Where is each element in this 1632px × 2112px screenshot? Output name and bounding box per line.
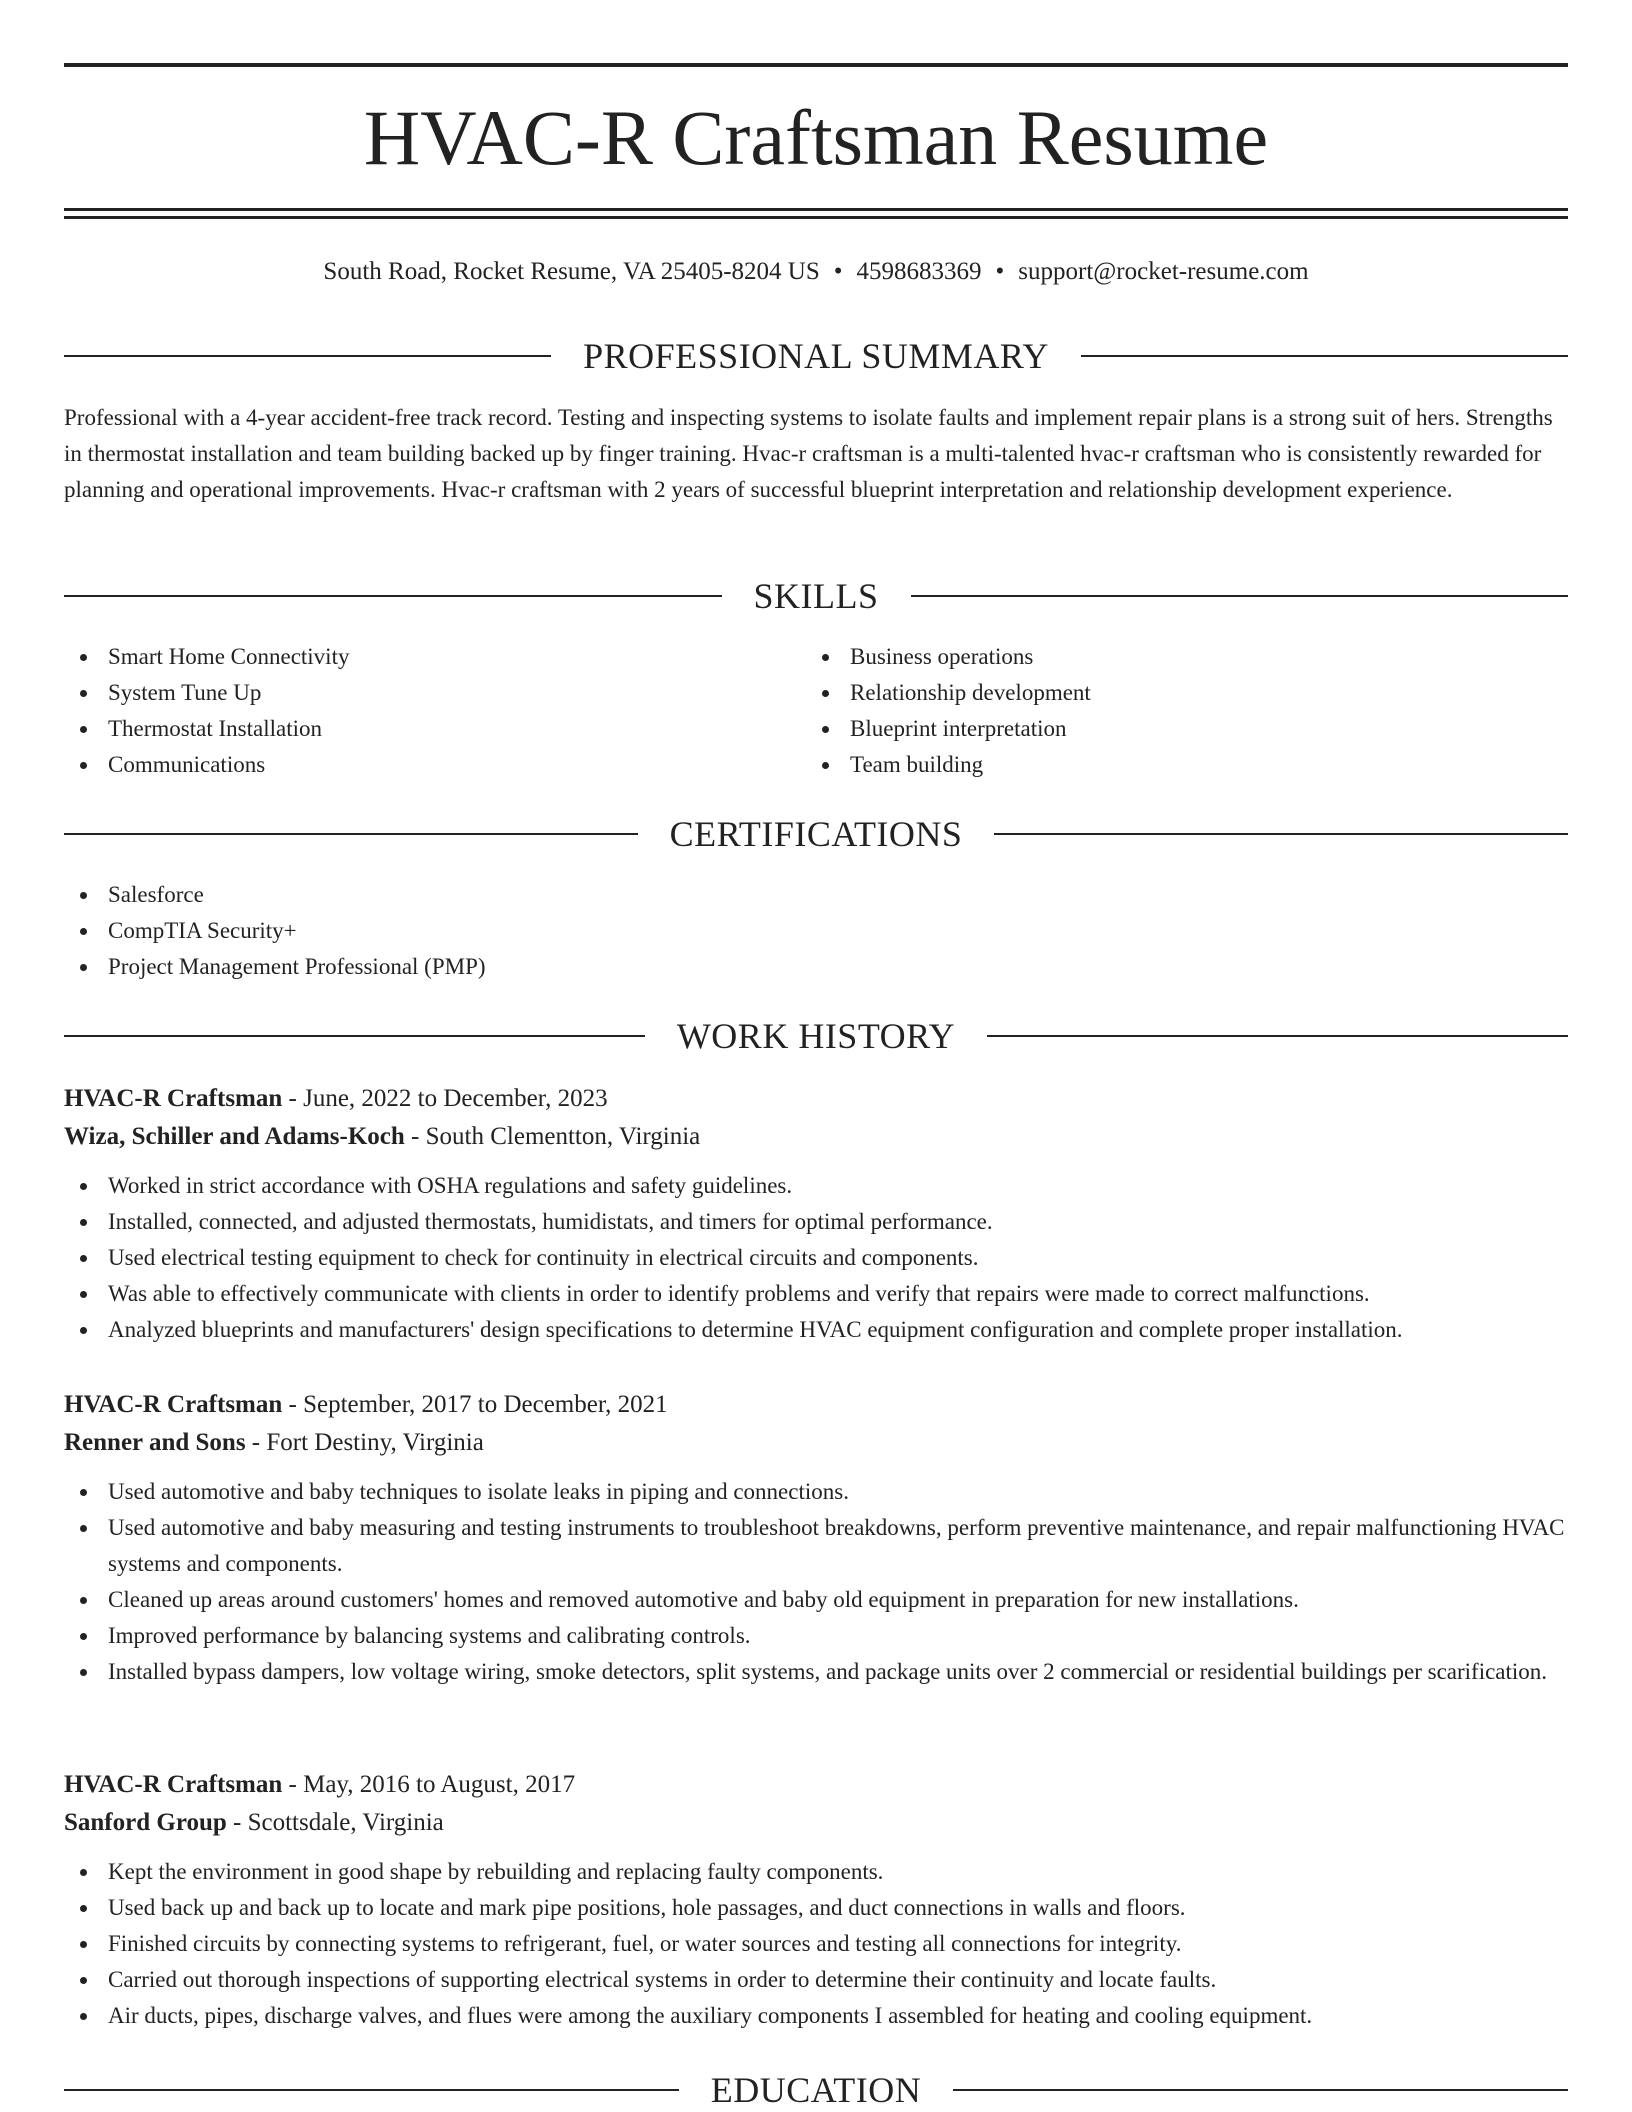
contact-address: South Road, Rocket Resume, VA 25405-8204 US — [323, 258, 820, 285]
job-duty-item: Worked in strict accordance with OSHA regulations and safety guidelines. — [64, 1168, 1568, 1204]
certifications-list — [64, 877, 1568, 985]
job-duty-item: Kept the environment in good shape by rebuilding and replacing faulty components. — [64, 1854, 1568, 1890]
heading-rule-right — [953, 2089, 1568, 2091]
skills-list-left — [64, 639, 764, 783]
resume-title: HVAC-R Craftsman Resume — [363, 94, 1269, 181]
heading-rule-right — [911, 595, 1569, 597]
heading-rule-left — [64, 1035, 645, 1037]
skill-item: Team building — [806, 747, 1506, 783]
contact-phone: 4598683369 — [856, 258, 982, 285]
job-duties-list — [64, 1474, 1568, 1690]
job-duty-item: Finished circuits by connecting systems to refrigerant, fuel, or water sources and testing all connections for integrity. — [64, 1926, 1568, 1962]
job-duty-item: Installed, connected, and adjusted thermostats, humidistats, and timers for optimal performance. — [64, 1204, 1568, 1240]
job-dates: - June, 2022 to December, 2023 — [282, 1085, 608, 1112]
contact-separator: • — [833, 258, 843, 285]
section-title: EDUCATION — [710, 2070, 922, 2110]
job-duty-item: Improved performance by balancing systems and calibrating controls. — [64, 1618, 1568, 1654]
heading-rule-right — [987, 1035, 1568, 1037]
job-duty-item: Used automotive and baby measuring and testing instruments to troubleshoot breakdowns, perform preventive maintenance, and repair malfunctioning HVAC systems and components. — [64, 1510, 1568, 1582]
job-title: HVAC-R Craftsman — [64, 1771, 283, 1798]
job-duty-item: Analyzed blueprints and manufacturers' design specifications to determine HVAC equipment configuration and complete proper installation. — [64, 1312, 1568, 1348]
job-location: - South Clementton, Virginia — [404, 1123, 701, 1150]
job-title: HVAC-R Craftsman — [64, 1085, 283, 1112]
job-duty-item: Was able to effectively communicate with clients in order to identify problems and verify that repairs were made to correct malfunctions. — [64, 1276, 1568, 1312]
skill-item: Smart Home Connectivity — [64, 639, 764, 675]
job-entry — [64, 1386, 1568, 1690]
job-duty-item: Used electrical testing equipment to check for continuity in electrical circuits and components. — [64, 1240, 1568, 1276]
skill-item: Business operations — [806, 639, 1506, 675]
job-title-line — [64, 1386, 1568, 1424]
section-title: WORK HISTORY — [676, 1016, 956, 1056]
job-dates: - May, 2016 to August, 2017 — [282, 1771, 576, 1798]
job-duty-item: Used automotive and baby techniques to isolate leaks in piping and connections. — [64, 1474, 1568, 1510]
skills-list-right — [806, 639, 1506, 783]
job-duty-item: Carried out thorough inspections of supporting electrical systems in order to determine their continuity and locate faults. — [64, 1962, 1568, 1998]
job-title-line — [64, 1766, 1568, 1804]
section-heading-summary — [64, 334, 1568, 378]
job-title-line — [64, 1080, 1568, 1118]
job-duty-item: Installed bypass dampers, low voltage wiring, smoke detectors, split systems, and package units over 2 commercial or residential buildings per scarification. — [64, 1654, 1568, 1690]
job-entry — [64, 1766, 1568, 2034]
skill-item: System Tune Up — [64, 675, 764, 711]
skill-item: Thermostat Installation — [64, 711, 764, 747]
job-dates: - September, 2017 to December, 2021 — [282, 1391, 668, 1418]
certification-item: CompTIA Security+ — [64, 913, 1568, 949]
contact-email: support@rocket-resume.com — [1018, 258, 1309, 285]
section-heading-education — [64, 2068, 1568, 2112]
job-company-line — [64, 1424, 1568, 1462]
job-company: Wiza, Schiller and Adams-Koch — [64, 1123, 405, 1150]
job-duties-list — [64, 1168, 1568, 1348]
job-location: - Fort Destiny, Virginia — [245, 1429, 484, 1456]
certification-item: Project Management Professional (PMP) — [64, 949, 1568, 985]
title-rule-upper — [64, 208, 1568, 211]
contact-line — [64, 254, 1568, 290]
section-heading-skills — [64, 574, 1568, 618]
job-duty-item: Used back up and back up to locate and mark pipe positions, hole passages, and duct connections in walls and floors. — [64, 1890, 1568, 1926]
heading-rule-right — [1081, 355, 1568, 357]
certification-item: Salesforce — [64, 877, 1568, 913]
summary-text: Professional with a 4-year accident-free track record. Testing and inspecting systems to isolate faults and implement repair plans is a strong suit of hers. Strengths in thermostat installation and team building backed up by finger training. Hvac-r craftsman is a multi-talented hvac-r craftsman who is consistently rewarded for planning and operational improvements. Hvac-r craftsman with 2 years of successful blueprint interpretation and relationship development experience. — [64, 405, 1553, 502]
job-title: HVAC-R Craftsman — [64, 1391, 283, 1418]
heading-rule-left — [64, 355, 551, 357]
job-duty-item: Air ducts, pipes, discharge valves, and flues were among the auxiliary components I assembled for heating and cooling equipment. — [64, 1998, 1568, 2034]
skill-item: Communications — [64, 747, 764, 783]
job-duty-item: Cleaned up areas around customers' homes and removed automotive and baby old equipment in preparation for new installations. — [64, 1582, 1568, 1618]
heading-rule-right — [994, 833, 1568, 835]
job-location: - Scottsdale, Virginia — [226, 1809, 444, 1836]
job-duties-list — [64, 1854, 1568, 2034]
top-rule — [64, 63, 1568, 67]
job-company: Renner and Sons — [64, 1429, 246, 1456]
section-title: CERTIFICATIONS — [669, 814, 963, 854]
section-heading-certifications — [64, 812, 1568, 856]
title-rule-lower — [64, 216, 1568, 219]
section-title: PROFESSIONAL SUMMARY — [583, 336, 1049, 376]
heading-rule-left — [64, 595, 722, 597]
skill-item: Relationship development — [806, 675, 1506, 711]
section-heading-work-history — [64, 1014, 1568, 1058]
job-entry — [64, 1080, 1568, 1348]
job-company-line — [64, 1804, 1568, 1842]
contact-separator: • — [995, 258, 1005, 285]
heading-rule-left — [64, 833, 638, 835]
job-company-line — [64, 1118, 1568, 1156]
section-title: SKILLS — [753, 576, 879, 616]
skill-item: Blueprint interpretation — [806, 711, 1506, 747]
job-company: Sanford Group — [64, 1809, 227, 1836]
heading-rule-left — [64, 2089, 679, 2091]
